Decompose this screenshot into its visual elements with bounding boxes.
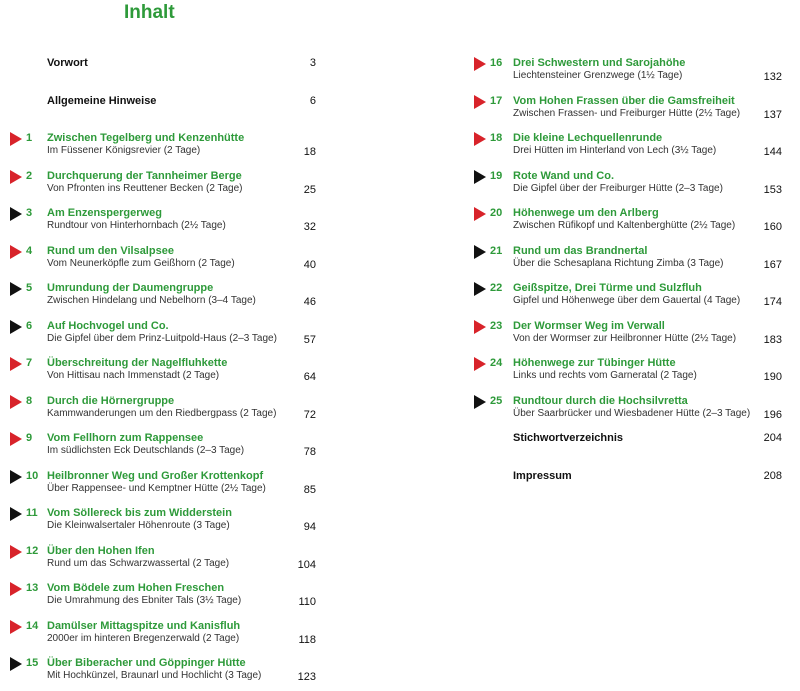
page-number: 167	[763, 258, 782, 271]
toc-entry[interactable]	[468, 95, 786, 129]
entry-subtitle: Über Saarbrücker und Wiesbadener Hütte (2–3 Tage)	[513, 407, 751, 419]
page-number: 144	[763, 146, 782, 158]
page-number: 3	[309, 57, 316, 69]
tour-number: 17	[490, 94, 503, 107]
entry-subtitle: Kammwanderungen um den Riedbergpass (2 Tage)	[47, 407, 277, 419]
tour-number: 23	[490, 319, 503, 332]
page-number: 153	[763, 183, 782, 196]
entry-subtitle: Die Umrahmung des Ebniter Tals (3½ Tage)	[47, 595, 242, 606]
entry-title: Rundtour durch die Hochsilvretta	[513, 394, 688, 407]
entry-title: Höhenwege um den Arlberg	[513, 207, 659, 219]
tour-number: 3	[26, 207, 33, 219]
entry-title: Durchquerung der Tannheimer Berge	[47, 169, 242, 182]
red-triangle-icon	[474, 357, 486, 371]
page-number: 208	[763, 469, 782, 482]
tour-number: 12	[26, 544, 39, 557]
entry-subtitle: Gipfel und Höhenwege über dem Gauertal (4 Tage)	[513, 295, 741, 306]
page-number: 190	[763, 371, 782, 383]
page-number: 174	[763, 296, 782, 308]
red-triangle-icon	[474, 320, 486, 334]
tour-number: 21	[490, 244, 503, 257]
entry-title: Drei Schwestern und Sarojahöhe	[513, 57, 686, 69]
page-title: Inhalt	[124, 2, 175, 23]
red-triangle-icon	[10, 582, 22, 596]
entry-title: Der Wormser Weg im Verwall	[513, 319, 665, 332]
toc-entry[interactable]	[0, 95, 322, 129]
page-number: 6	[309, 94, 316, 107]
toc-entry[interactable]	[0, 657, 322, 691]
entry-subtitle: Über Rappensee- und Kemptner Hütte (2½ Tage)	[47, 482, 266, 494]
tour-number: 24	[490, 357, 503, 369]
toc-entry[interactable]	[0, 432, 322, 466]
entry-subtitle: Die Kleinwalsertaler Höhenroute (3 Tage)	[47, 520, 230, 531]
entry-subtitle: Zwischen Frassen- und Freiburger Hütte (2½ Tage)	[513, 107, 741, 119]
page-number: 57	[303, 333, 316, 346]
page-number: 94	[303, 521, 316, 533]
page-number: 25	[303, 183, 316, 196]
entry-title: Am Enzenspergerweg	[47, 207, 162, 219]
red-triangle-icon	[474, 95, 486, 109]
entry-title: Vom Bödele zum Hohen Freschen	[47, 582, 225, 594]
page-number: 72	[303, 408, 316, 421]
black-triangle-icon	[10, 507, 22, 521]
tour-number: 14	[26, 619, 39, 632]
toc-entry[interactable]	[468, 357, 786, 391]
tour-number: 20	[490, 207, 503, 219]
red-triangle-icon	[10, 245, 22, 259]
entry-subtitle: Zwischen Hindelang und Nebelhorn (3–4 Tage)	[47, 295, 256, 306]
toc-entry[interactable]	[468, 432, 786, 466]
toc-entry[interactable]	[0, 395, 322, 429]
toc-entry[interactable]	[0, 245, 322, 279]
red-triangle-icon	[10, 545, 22, 559]
page-number: 132	[763, 71, 782, 83]
toc-entry[interactable]	[0, 357, 322, 391]
entry-title: Vom Söllereck bis zum Widderstein	[47, 507, 232, 519]
red-triangle-icon	[474, 207, 486, 221]
tour-number: 7	[26, 357, 33, 369]
tour-number: 4	[26, 244, 33, 257]
entry-subtitle: 2000er im hinteren Bregenzerwald (2 Tage)	[47, 632, 240, 644]
entry-title: Geißspitze, Drei Türme und Sulzfluh	[513, 282, 702, 294]
entry-subtitle: Von Pfronten ins Reuttener Becken (2 Tage)	[47, 182, 243, 194]
tour-number: 5	[26, 282, 33, 294]
entry-subtitle: Liechtensteiner Grenzwege (1½ Tage)	[513, 70, 683, 81]
red-triangle-icon	[10, 432, 22, 446]
page-number: 40	[303, 258, 316, 271]
black-triangle-icon	[474, 245, 486, 259]
toc-entry[interactable]	[468, 132, 786, 166]
entry-title: Vom Hohen Frassen über die Gamsfreiheit	[513, 94, 735, 107]
toc-entry[interactable]	[468, 170, 786, 204]
entry-title: Rund um das Brandnertal	[513, 244, 648, 257]
tour-number: 6	[26, 319, 33, 332]
red-triangle-icon	[10, 357, 22, 371]
entry-title: Höhenwege zur Tübinger Hütte	[513, 357, 676, 369]
entry-title: Heilbronner Weg und Großer Krottenkopf	[47, 469, 264, 482]
entry-title: Damülser Mittagspitze und Kanisfluh	[47, 619, 241, 632]
entry-title: Allgemeine Hinweise	[47, 94, 157, 107]
red-triangle-icon	[10, 132, 22, 146]
toc-entry[interactable]	[0, 507, 322, 541]
toc-entry[interactable]	[0, 132, 322, 166]
red-triangle-icon	[10, 620, 22, 634]
tour-number: 8	[26, 394, 33, 407]
red-triangle-icon	[474, 132, 486, 146]
tour-number: 22	[490, 282, 503, 294]
entry-title: Überschreitung der Nagelfluhkette	[47, 357, 228, 369]
entry-title: Rote Wand und Co.	[513, 169, 615, 182]
tour-number: 18	[490, 132, 503, 144]
entry-subtitle: Im südlichsten Eck Deutschlands (2–3 Tage)	[47, 445, 245, 456]
toc-entry[interactable]	[0, 320, 322, 354]
entry-subtitle: Links und rechts vom Garneratal (2 Tage)	[513, 370, 697, 381]
entry-title: Vom Fellhorn zum Rappensee	[47, 432, 204, 444]
page-number: 160	[763, 221, 782, 233]
page-number: 118	[298, 633, 316, 646]
page-number: 137	[763, 108, 782, 121]
black-triangle-icon	[474, 395, 486, 409]
entry-title: Über den Hohen Ifen	[47, 544, 155, 557]
tour-number: 10	[26, 469, 39, 482]
page-number: 78	[303, 446, 316, 458]
tour-number: 2	[26, 169, 33, 182]
tour-number: 11	[26, 507, 38, 519]
toc-entry[interactable]	[0, 57, 322, 91]
entry-subtitle: Rund um das Schwarzwassertal (2 Tage)	[47, 557, 230, 569]
page-number: 46	[303, 296, 316, 308]
entry-subtitle: Vom Neunerköpfle zum Geißhorn (2 Tage)	[47, 257, 235, 269]
black-triangle-icon	[10, 282, 22, 296]
page-number: 196	[763, 408, 782, 421]
page-number: 18	[303, 146, 316, 158]
entry-subtitle: Drei Hütten im Hinterland von Lech (3½ Tage)	[513, 145, 717, 156]
page-number: 32	[303, 221, 316, 233]
toc-entry[interactable]	[468, 207, 786, 241]
toc-entry[interactable]	[468, 470, 786, 504]
page-number: 110	[298, 596, 316, 608]
tour-number: 25	[490, 394, 503, 407]
entry-subtitle: Mit Hochkünzel, Braunarl und Hochlicht (3 Tage)	[47, 670, 262, 681]
entry-title: Rund um den Vilsalpsee	[47, 244, 174, 257]
entry-subtitle: Im Füssener Königsrevier (2 Tage)	[47, 145, 201, 156]
black-triangle-icon	[10, 657, 22, 671]
tour-number: 13	[26, 582, 39, 594]
black-triangle-icon	[474, 170, 486, 184]
entry-title: Die kleine Lechquellenrunde	[513, 132, 663, 144]
tour-number: 9	[26, 432, 33, 444]
entry-title: Vorwort	[47, 57, 88, 69]
toc-entry[interactable]	[468, 395, 786, 429]
toc-entry[interactable]	[468, 57, 786, 91]
toc-entry[interactable]	[468, 320, 786, 354]
entry-title: Auf Hochvogel und Co.	[47, 319, 169, 332]
page-number: 85	[303, 483, 316, 496]
entry-subtitle: Zwischen Rüfikopf und Kaltenberghütte (2½ Tage)	[513, 220, 736, 231]
page-number: 183	[763, 333, 782, 346]
toc-entry[interactable]	[0, 582, 322, 616]
entry-title: Über Biberacher und Göppinger Hütte	[47, 657, 246, 669]
toc-entry[interactable]	[0, 470, 322, 504]
entry-title: Umrundung der Daumengruppe	[47, 282, 214, 294]
red-triangle-icon	[474, 57, 486, 71]
toc-entry[interactable]	[0, 170, 322, 204]
toc-entry[interactable]	[0, 282, 322, 316]
entry-subtitle: Von Hittisau nach Immenstadt (2 Tage)	[47, 370, 220, 381]
toc-entry[interactable]	[0, 207, 322, 241]
page-number: 123	[297, 671, 316, 683]
toc-entry[interactable]	[0, 620, 322, 654]
tour-number: 19	[490, 169, 503, 182]
page-number: 204	[763, 432, 782, 444]
entry-subtitle: Über die Schesaplana Richtung Zimba (3 Tage)	[513, 257, 724, 269]
red-triangle-icon	[10, 395, 22, 409]
entry-title: Stichwortverzeichnis	[513, 432, 624, 444]
black-triangle-icon	[10, 207, 22, 221]
entry-subtitle: Die Gipfel über der Freiburger Hütte (2–3 Tage)	[513, 182, 723, 194]
entry-subtitle: Die Gipfel über dem Prinz-Luitpold-Haus (2–3 Tage)	[47, 332, 277, 344]
black-triangle-icon	[474, 282, 486, 296]
toc-entry[interactable]	[468, 282, 786, 316]
toc-entry[interactable]	[468, 245, 786, 279]
entry-title: Zwischen Tegelberg und Kenzenhütte	[47, 132, 245, 144]
black-triangle-icon	[10, 320, 22, 334]
black-triangle-icon	[10, 470, 22, 484]
entry-subtitle: Von der Wormser zur Heilbronner Hütte (2½ Tage)	[513, 332, 737, 344]
tour-number: 16	[490, 57, 503, 69]
red-triangle-icon	[10, 170, 22, 184]
entry-title: Impressum	[513, 469, 572, 482]
toc-entry[interactable]	[0, 545, 322, 579]
entry-subtitle: Rundtour von Hinterhornbach (2½ Tage)	[47, 220, 226, 231]
tour-number: 1	[26, 132, 33, 144]
page-number: 64	[303, 371, 316, 383]
tour-number: 15	[26, 657, 39, 669]
entry-title: Durch die Hörnergruppe	[47, 394, 175, 407]
page-number: 104	[297, 558, 316, 571]
